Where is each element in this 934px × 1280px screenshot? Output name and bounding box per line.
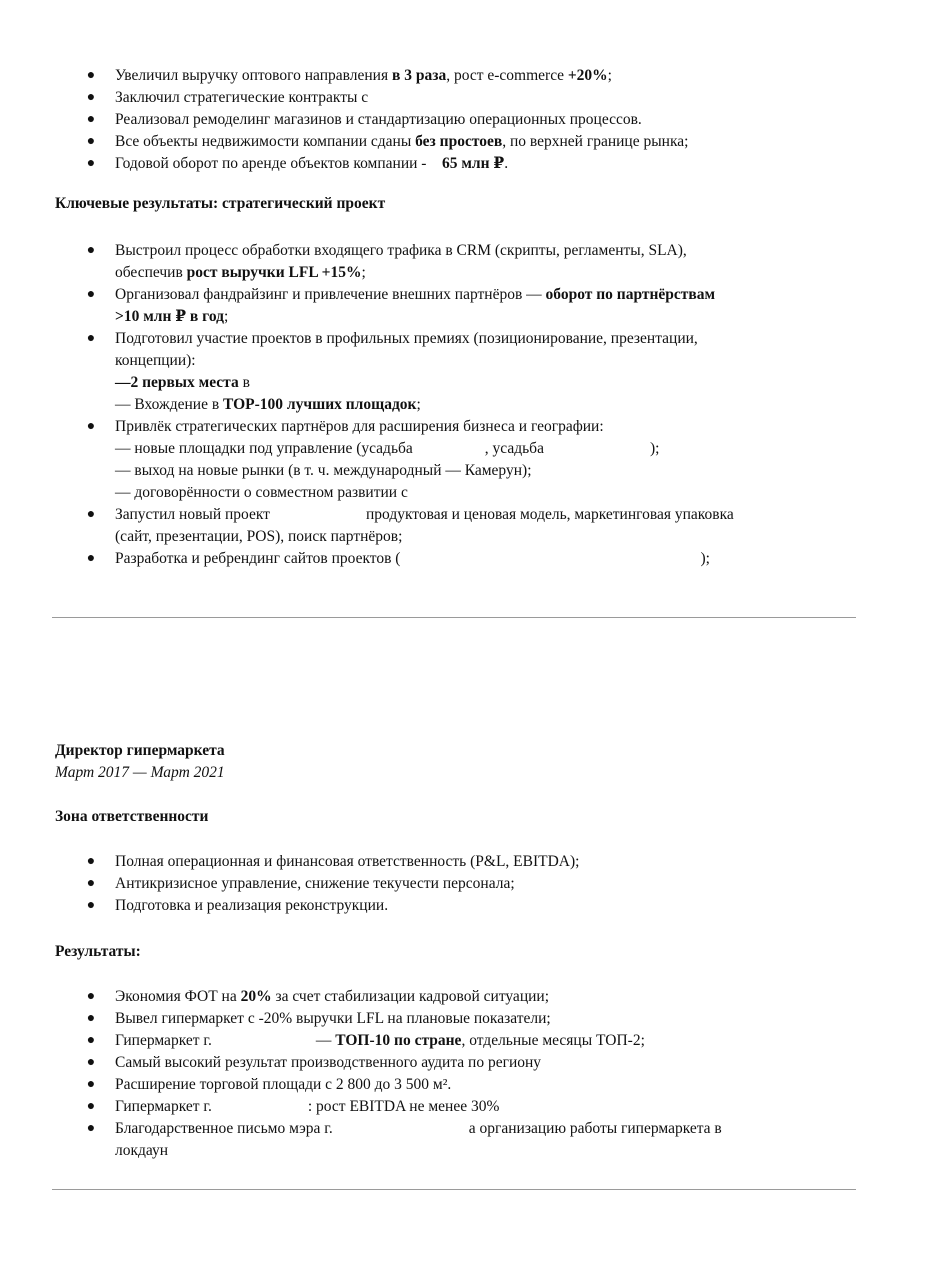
- list-item: ● Годовой оборот по аренде объектов компании - 65 млн ₽.: [0, 153, 860, 175]
- bullet-icon: ●: [86, 68, 96, 83]
- list-item: ● Заключил стратегические контракты с: [0, 87, 860, 109]
- list-item: ● Благодарственное письмо мэра г. а организацию работы гипермаркета в локдаун: [86, 1120, 722, 1159]
- list-item: ● Подготовил участие проектов в профильных премиях (позиционирование, презентации, концепции): —2 первых места в — Вхождение в TOP-100 лучших площадок;: [86, 330, 698, 413]
- results-heading: Результаты:: [55, 943, 141, 960]
- bullet-icon: ●: [86, 1055, 96, 1070]
- bullet-icon: ●: [86, 1033, 96, 1048]
- bullet-icon: ●: [86, 1099, 96, 1114]
- list-item: ● Антикризисное управление, снижение текучести персонала;: [0, 873, 860, 895]
- bullet-icon: ●: [86, 112, 96, 127]
- list-item: ● Реализовал ремоделинг магазинов и стандартизацию операционных процессов.: [0, 109, 860, 131]
- list-item: ● Привлёк стратегических партнёров для расширения бизнеса и географии: — новые площадки под управление (усадьба , усадьба ); — выход на новые рынки (в т. ч. международный — Камерун); — договорённости о совместном развитии с: [86, 418, 660, 501]
- job-dates: Март 2017 — Март 2021: [55, 764, 225, 781]
- list-item: ● Расширение торговой площади с 2 800 до 3 500 м².: [0, 1074, 860, 1096]
- bullet-icon: ●: [86, 287, 96, 302]
- bullet-icon: ●: [86, 507, 96, 522]
- list-item: ● Выстроил процесс обработки входящего трафика в CRM (скрипты, регламенты, SLA), обеспечив рост выручки LFL +15%;: [86, 242, 687, 281]
- bullet-icon: ●: [86, 90, 96, 105]
- list-item: ● Экономия ФОТ на 20% за счет стабилизации кадровой ситуации;: [0, 986, 860, 1008]
- list-item: ● Увеличил выручку оптового направления в 3 раза, рост e-commerce +20%;: [0, 65, 860, 87]
- list-item: ● Запустил новый проект продуктовая и ценовая модель, маркетинговая упаковка (сайт, презентации, POS), поиск партнёров;: [86, 506, 734, 545]
- key-results-heading: Ключевые результаты: стратегический проект: [55, 195, 386, 212]
- bullet-icon: ●: [86, 876, 96, 891]
- list-item: ● Гипермаркет г. : рост EBITDA не менее 30%: [0, 1096, 860, 1118]
- bullet-icon: ●: [86, 1077, 96, 1092]
- bullet-icon: ●: [86, 156, 96, 171]
- key-results-list: [0, 240, 860, 570]
- bullet-icon: ●: [86, 331, 96, 346]
- responsibility-list: [0, 851, 860, 917]
- bullet-icon: ●: [86, 854, 96, 869]
- bullet-icon: ●: [86, 419, 96, 434]
- bullet-icon: ●: [86, 243, 96, 258]
- list-item: ● Разработка и ребрендинг сайтов проектов ( );: [0, 548, 860, 570]
- list-item: ● Полная операционная и финансовая ответственность (P&L, EBITDA);: [0, 851, 860, 873]
- results-list: [0, 986, 860, 1162]
- list-item: ● Все объекты недвижимости компании сданы без простоев, по верхней границе рынка;: [0, 131, 860, 153]
- top-bullet-list: [0, 65, 860, 175]
- list-item: ● Подготовка и реализация реконструкции.: [0, 895, 860, 917]
- list-item: ● Самый высокий результат производственного аудита по региону: [0, 1052, 860, 1074]
- section-divider: [52, 1189, 856, 1190]
- list-item: ● Организовал фандрайзинг и привлечение внешних партнёров — оборот по партнёрствам >10 млн ₽ в год;: [86, 286, 716, 325]
- bullet-icon: ●: [86, 989, 96, 1004]
- bullet-icon: ●: [86, 1121, 96, 1136]
- job-title: Директор гипермаркета: [55, 742, 225, 759]
- section-divider: [52, 617, 856, 618]
- bullet-icon: ●: [86, 1011, 96, 1026]
- responsibility-heading: Зона ответственности: [55, 808, 209, 825]
- list-item: ● Гипермаркет г. — ТОП-10 по стране, отдельные месяцы ТОП-2;: [0, 1030, 860, 1052]
- list-item: ● Вывел гипермаркет с -20% выручки LFL на плановые показатели;: [0, 1008, 860, 1030]
- bullet-icon: ●: [86, 134, 96, 149]
- bullet-icon: ●: [86, 551, 96, 566]
- bullet-icon: ●: [86, 898, 96, 913]
